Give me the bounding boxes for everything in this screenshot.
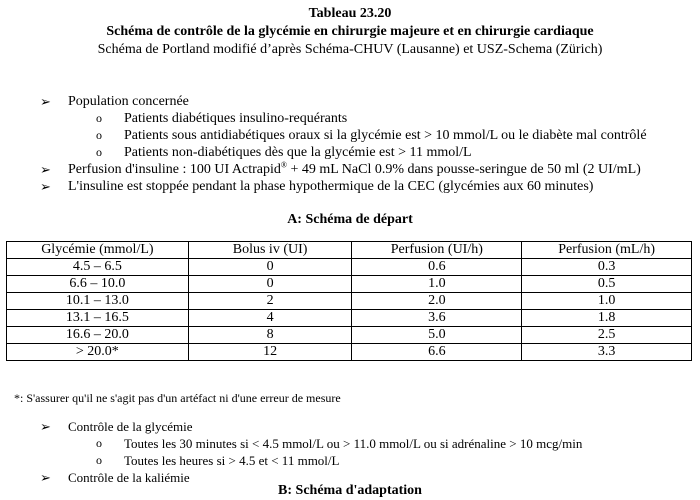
table-cell: > 20.0* — [7, 344, 189, 361]
circle-bullet-icon: o — [96, 436, 102, 450]
perfusion-text-before: Perfusion d'insuline : 100 UI Actrapid — [68, 162, 281, 177]
table-cell: 12 — [188, 344, 352, 361]
circle-bullet-icon: o — [96, 453, 102, 467]
table-cell: 0 — [188, 259, 352, 276]
table-cell: 3.3 — [522, 344, 692, 361]
table-cell: 6.6 — [352, 344, 522, 361]
table-cell: 16.6 – 20.0 — [7, 327, 189, 344]
column-header: Perfusion (UI/h) — [352, 242, 522, 259]
table-header-row — [7, 242, 692, 259]
controle-glycemie-heading: Contrôle de la glycémie — [68, 419, 193, 434]
table-cell: 6.6 – 10.0 — [7, 276, 189, 293]
table-cell: 0.5 — [522, 276, 692, 293]
insulin-schema-table — [6, 241, 692, 361]
population-item: Patients non-diabétiques dès que la glycémie est > 11 mmol/L — [124, 145, 472, 160]
table-cell: 1.8 — [522, 310, 692, 327]
table-cell: 0.3 — [522, 259, 692, 276]
arrow-bullet-icon: ➢ — [40, 419, 51, 434]
section-a-title: A: Schéma de départ — [287, 212, 413, 227]
table-row — [7, 327, 692, 344]
table-cell: 2 — [188, 293, 352, 310]
table-cell: 2.0 — [352, 293, 522, 310]
table-cell: 3.6 — [352, 310, 522, 327]
document-title: Schéma de contrôle de la glycémie en chirurgie majeure et en chirurgie cardiaque — [106, 24, 594, 39]
table-row — [7, 293, 692, 310]
table-cell: 4 — [188, 310, 352, 327]
circle-bullet-icon: o — [96, 145, 102, 159]
table-row — [7, 310, 692, 327]
column-header: Perfusion (mL/h) — [522, 242, 692, 259]
controle-glycemie-item: Toutes les heures si > 4.5 et < 11 mmol/L — [124, 453, 340, 468]
footnote: *: S'assurer qu'il ne s'agit pas d'un artéfact ni d'une erreur de mesure — [14, 391, 341, 405]
table-cell: 0 — [188, 276, 352, 293]
controle-kaliemie-heading: Contrôle de la kaliémie — [68, 470, 190, 485]
insulin-stop-note: L'insuline est stoppée pendant la phase hypothermique de la CEC (glycémies aux 60 minutes) — [68, 179, 594, 194]
controle-glycemie-item: Toutes les 30 minutes si < 4.5 mmol/L ou > 11.0 mmol/L ou si adrénaline > 10 mcg/min — [124, 436, 583, 451]
table-cell: 8 — [188, 327, 352, 344]
perfusion-line — [68, 161, 641, 178]
table-cell: 5.0 — [352, 327, 522, 344]
table-cell: 1.0 — [522, 293, 692, 310]
arrow-bullet-icon: ➢ — [40, 470, 51, 485]
table-cell: 1.0 — [352, 276, 522, 293]
table-row — [7, 344, 692, 361]
table-row — [7, 276, 692, 293]
table-cell: 4.5 – 6.5 — [7, 259, 189, 276]
perfusion-text-after: + 49 mL NaCl 0.9% dans pousse-seringue de 50 ml (2 UI/mL) — [286, 162, 641, 177]
arrow-bullet-icon: ➢ — [40, 94, 51, 109]
population-item: Patients sous antidiabétiques oraux si la glycémie est > 10 mmol/L ou le diabète mal contrôlé — [124, 128, 647, 143]
population-item: Patients diabétiques insulino-requérants — [124, 111, 348, 126]
table-number: Tableau 23.20 — [308, 6, 392, 21]
column-header: Bolus iv (UI) — [188, 242, 352, 259]
section-b-title-partial: B: Schéma d'adaptation — [278, 483, 422, 498]
column-header: Glycémie (mmol/L) — [7, 242, 189, 259]
arrow-bullet-icon: ➢ — [40, 162, 51, 177]
arrow-bullet-icon: ➢ — [40, 179, 51, 194]
table-cell: 0.6 — [352, 259, 522, 276]
population-heading: Population concernée — [68, 94, 189, 109]
document-source: Schéma de Portland modifié d’après Schéma-CHUV (Lausanne) et USZ-Schema (Zürich) — [97, 42, 603, 57]
circle-bullet-icon: o — [96, 111, 102, 125]
table-cell: 13.1 – 16.5 — [7, 310, 189, 327]
table-cell: 10.1 – 13.0 — [7, 293, 189, 310]
registered-mark: ® — [280, 160, 287, 170]
table-row — [7, 259, 692, 276]
table-cell: 2.5 — [522, 327, 692, 344]
circle-bullet-icon: o — [96, 128, 102, 142]
